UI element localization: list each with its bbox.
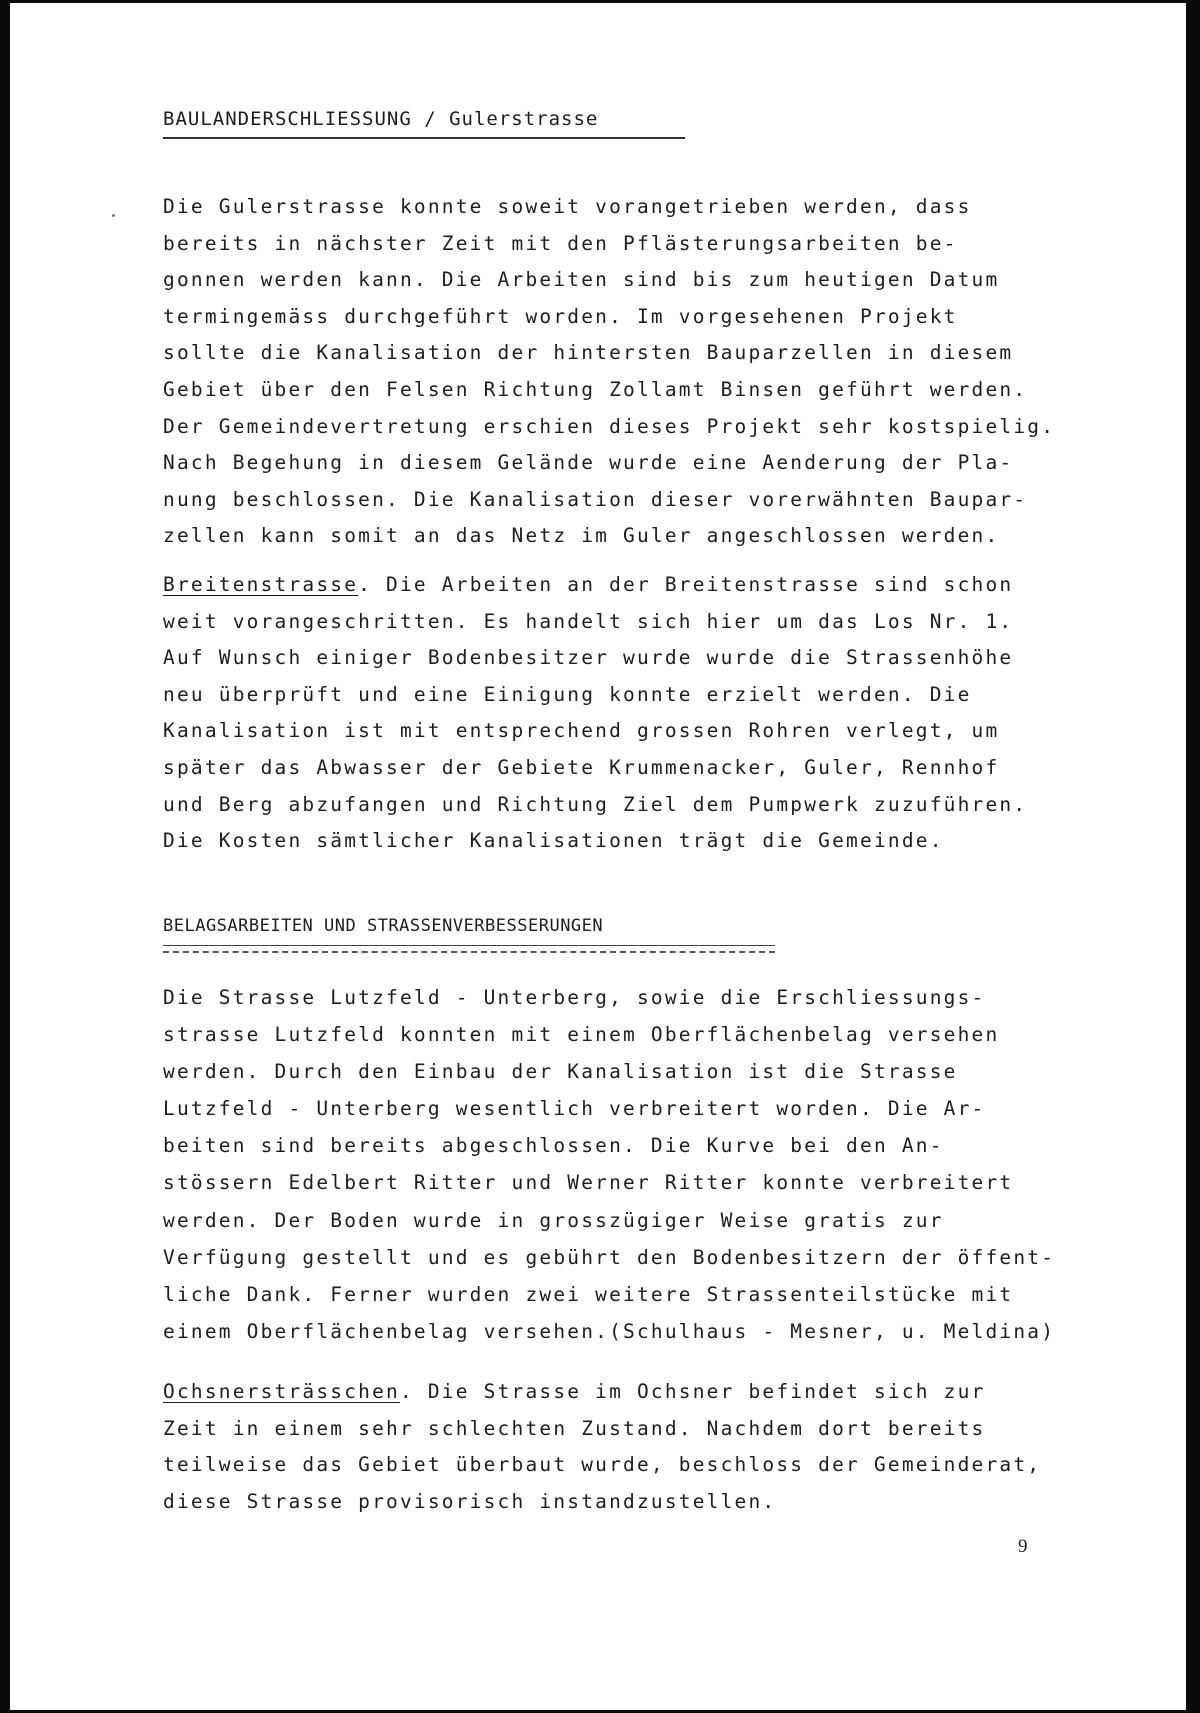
paragraph-lutzfeld: Die Strasse Lutzfeld - Unterberg, sowie die Erschliessungs- strasse Lutzfeld konnten mit einem Oberflächenbelag versehen werden. Durch den Einbau der Kanalisation ist die Strasse Lutzfeld - Unterberg wesentlich verbreitert worden. Die Ar- beiten sind bereits abgeschlossen. Die Kurve bei den An- stössern Edelbert Ritter und Werner Ritter konnte verbreitert werden. Der Boden wurde in grosszügiger Weise gratis zur Verfügung gestellt und es gebührt den Bodenbesitzern der öffent- liche Dank. Ferner wurden zwei weitere Strassenteilstücke mit einem Oberflächenbelag versehen.(Schulhaus - Mesner, u. Meldina) <box>163 986 1056 1343</box>
paragraph-body-ochsnerstraesschen: . Die Strasse im Ochsner befindet sich zur Zeit in einem sehr schlechten Zustand. Nachdem dort bereits teilweise das Gebiet überbaut wurde, beschloss der Gemeinderat, diese Strasse provisorisch instandzustellen. <box>163 1380 1042 1513</box>
paragraph-breitenstrasse <box>163 567 1123 860</box>
section-heading-belagsarbeiten: BELAGSARBEITEN UND STRASSENVERBESSERUNGEN <box>163 916 604 936</box>
paragraph-gulerstrasse: Die Gulerstrasse konnte soweit vorangetrieben werden, dass bereits in nächster Zeit mit den Pflästerungsarbeiten be- gonnen werden kann. Die Arbeiten sind bis zum heutigen Datum termingemäss durchgeführt worden. Im vorgesehenen Projekt sollte die Kanalisation der hintersten Bauparzellen in diesem Gebiet über den Felsen Richtung Zollamt Binsen geführt werden. Der Gemeindevertretung erschien dieses Projekt sehr kostspielig. Nach Begehung in diesem Gelände wurde eine Aenderung der Pla- nung beschlossen. Die Kanalisation dieser vorerwähnten Baupar- zellen kann somit an das Netz im Guler angeschlossen werden. <box>163 195 1056 548</box>
section-heading-baulanderschliessung: BAULANDERSCHLIESSUNG / Gulerstrasse <box>163 108 599 130</box>
paragraph-body-breitenstrasse: . Die Arbeiten an der Breitenstrasse sind schon weit vorangeschritten. Es handelt sich hier um das Los Nr. 1. Auf Wunsch einiger Bodenbesitzer wurde wurde die Strassenhöhe neu überprüft und eine Einigung konnte erzielt werden. Die Kanalisation ist mit entsprechend grossen Rohren verlegt, um später das Abwasser der Gebiete Krummenacker, Guler, Rennhof und Berg abzufangen und Richtung Ziel dem Pumpwerk zuzuführen. Die Kosten sämtlicher Kanalisationen trägt die Gemeinde. <box>163 573 1028 853</box>
heading-underline <box>163 137 685 139</box>
margin-dot <box>112 214 115 217</box>
paragraph-ochsnerstraesschen <box>163 1374 1123 1520</box>
paragraph-lead-ochsnerstraesschen: Ochsnersträsschen <box>163 1380 400 1403</box>
page-number: 9 <box>1018 1536 1028 1557</box>
heading-underline <box>163 945 775 946</box>
heading-underline-dashed <box>163 951 775 953</box>
paragraph-lead-breitenstrasse: Breitenstrasse <box>163 573 359 596</box>
